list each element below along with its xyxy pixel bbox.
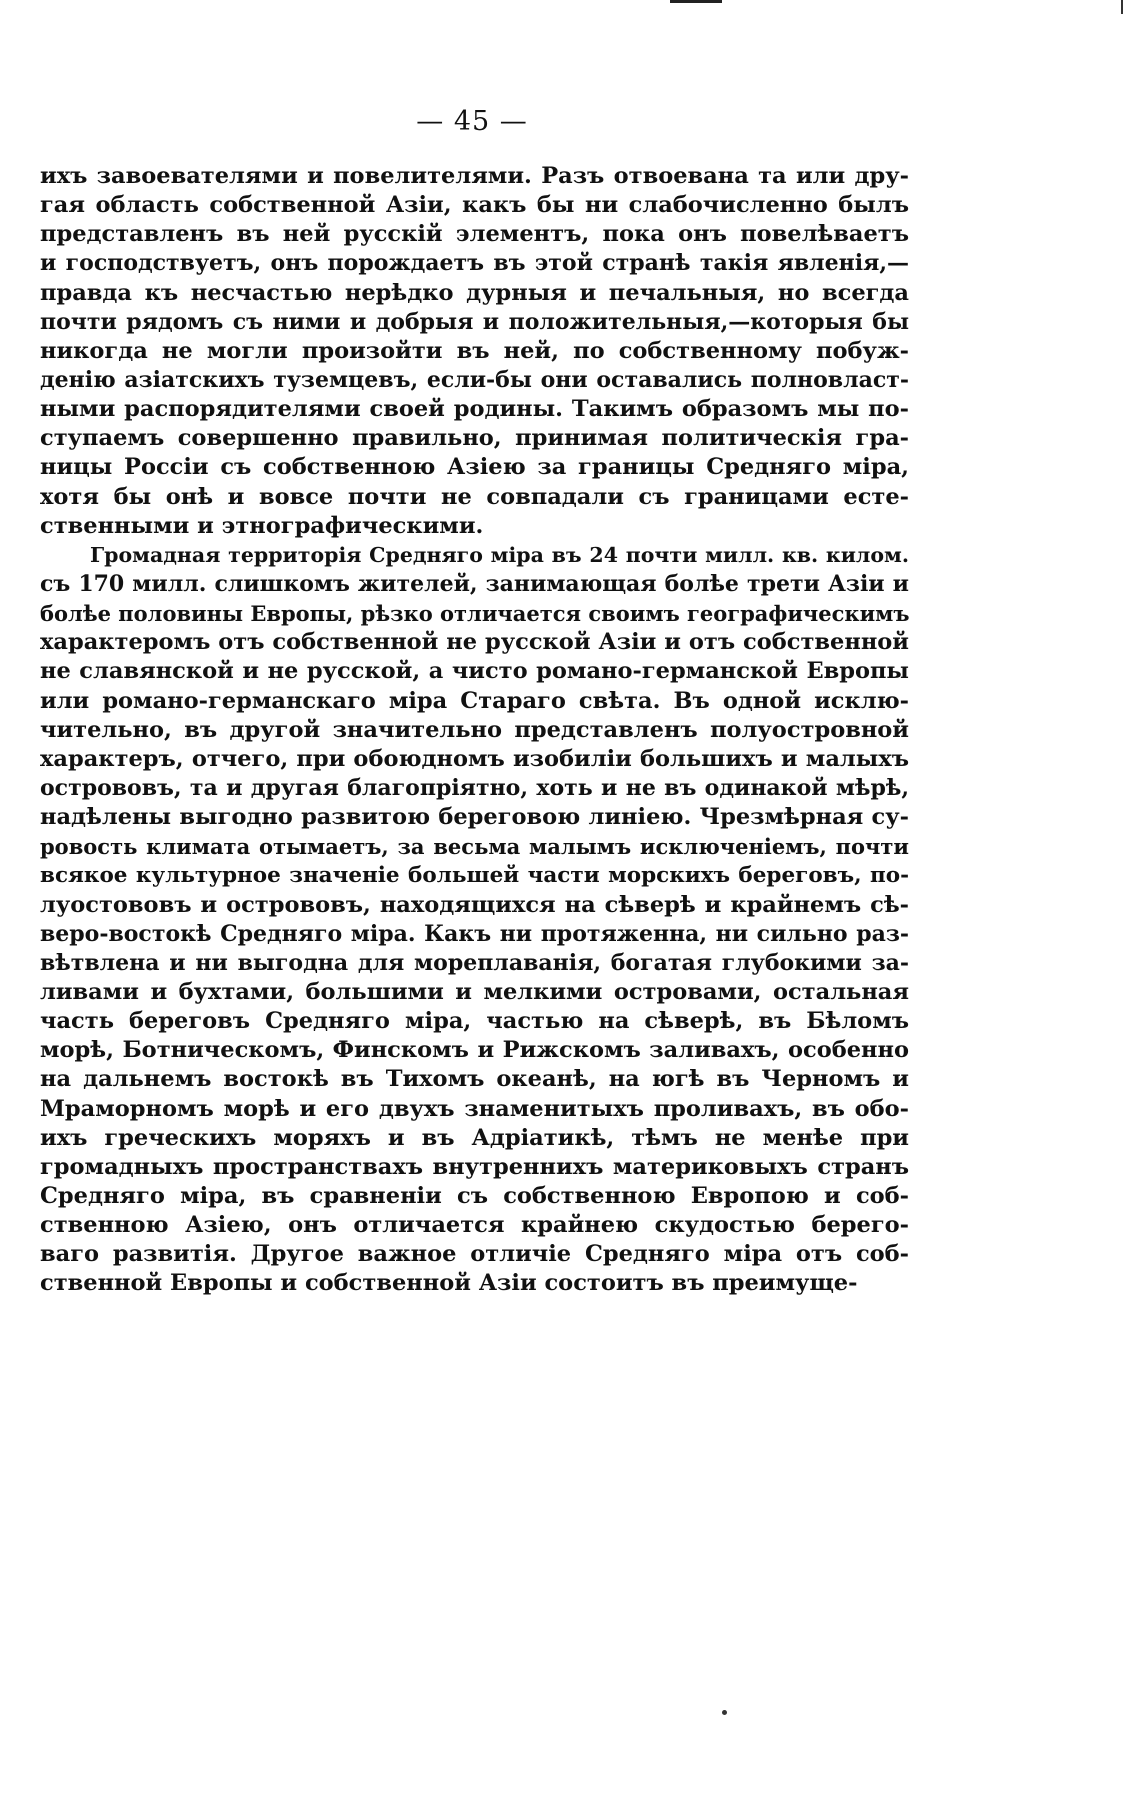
- text-line: ровость климата отымаетъ, за весьма малымъ исключеніемъ, почти: [40, 834, 909, 860]
- text-line: чительно, въ другой значительно представленъ полуостровной: [40, 716, 909, 743]
- text-line: луостововъ и острововъ, находящихся на сѣверѣ и крайнемъ сѣ-: [40, 891, 909, 918]
- text-line: никогда не могли произойти въ ней, по собственному побуж-: [40, 337, 909, 364]
- text-line: ственною Азіею, онъ отличается крайнею скудостью берего-: [40, 1212, 909, 1239]
- text-line: вѣтвлена и ни выгодна для мореплаванія, богатая глубокими за-: [40, 949, 909, 976]
- text-line: ственной Европы и собственной Азіи состоитъ въ преимуще-: [40, 1270, 858, 1297]
- text-line: гая область собственной Азіи, какъ бы ни слабочисленно былъ: [40, 192, 909, 219]
- text-line: часть береговъ Средняго міра, частью на сѣверѣ, въ Бѣломъ: [40, 1008, 909, 1035]
- text-line: на дальнемъ востокѣ въ Тихомъ океанѣ, на югѣ въ Черномъ и: [40, 1066, 909, 1093]
- text-line: или романо-германскаго міра Стараго свѣта. Въ одной исклю-: [40, 687, 909, 714]
- text-line: почти рядомъ съ ними и добрыя и положительныя,—которыя бы: [40, 308, 909, 335]
- text-line: ваго развитія. Другое важное отличіе Средняго міра отъ соб-: [40, 1241, 909, 1268]
- text-line: веро-востокѣ Средняго міра. Какъ ни протяженна, ни сильно раз-: [40, 920, 909, 947]
- text-line: не славянской и не русской, а чисто романо-германской Европы: [40, 658, 909, 685]
- text-line: болѣе половины Европы, рѣзко отличается своимъ географическимъ: [40, 601, 910, 627]
- text-line: правда къ несчастью нерѣдко дурныя и печальныя, но всегда: [40, 279, 909, 306]
- text-line: характеромъ отъ собственной не русской Азіи и отъ собственной: [40, 629, 909, 656]
- page-number: — 45 —: [416, 106, 528, 137]
- text-line: ихъ греческихъ моряхъ и въ Адріатикѣ, тѣмъ не менѣе при: [40, 1124, 909, 1151]
- text-body: [40, 162, 909, 1298]
- right-edge-mark: [1121, 0, 1123, 14]
- text-line: морѣ, Ботническомъ, Финскомъ и Рижскомъ заливахъ, особенно: [40, 1037, 909, 1064]
- top-edge-mark: [670, 0, 722, 3]
- text-line: Громадная территорія Средняго міра въ 24 почти милл. кв. килом.: [90, 542, 909, 567]
- print-speck: [722, 1710, 727, 1715]
- text-line: ливами и бухтами, большими и мелкими островами, остальная: [40, 978, 909, 1005]
- text-line: Мраморномъ морѣ и его двухъ знаменитыхъ проливахъ, въ обо-: [40, 1095, 909, 1122]
- text-line: денію азіатскихъ туземцевъ, если-бы они оставались полновласт-: [40, 366, 909, 393]
- text-line: ихъ завоевателями и повелителями. Разъ отвоевана та или дру-: [40, 163, 909, 189]
- text-line: Средняго міра, въ сравненіи съ собственною Европою и соб-: [40, 1182, 909, 1209]
- text-line: и господствуетъ, онъ порождаетъ въ этой странѣ такія явленія,—: [40, 250, 909, 277]
- text-line: ступаемъ совершенно правильно, принимая политическія гра-: [40, 425, 909, 452]
- text-line: характеръ, отчего, при обоюдномъ изобиліи большихъ и малыхъ: [40, 745, 909, 772]
- text-line: громадныхъ пространствахъ внутреннихъ материковыхъ странъ: [40, 1153, 909, 1180]
- text-line: хотя бы онѣ и вовсе почти не совпадали съ границами есте-: [40, 483, 909, 510]
- text-line: ными распорядителями своей родины. Такимъ образомъ мы по-: [40, 396, 909, 423]
- text-line: ницы Россіи съ собственною Азіею за границы Средняго міра,: [40, 454, 909, 481]
- text-line: ственными и этнографическими.: [40, 512, 484, 539]
- text-line: всякое культурное значеніе большей части морскихъ береговъ, по-: [40, 863, 909, 889]
- text-line: съ 170 милл. слишкомъ жителей, занимающая болѣе трети Азіи и: [40, 570, 909, 597]
- text-line: надѣлены выгодно развитою береговою линіею. Чрезмѣрная су-: [40, 804, 909, 831]
- text-line: острововъ, та и другая благопріятно, хоть и не въ одинакой мѣрѣ,: [40, 774, 909, 801]
- text-line: представленъ въ ней русскій элементъ, пока онъ повелѣваетъ: [40, 221, 909, 248]
